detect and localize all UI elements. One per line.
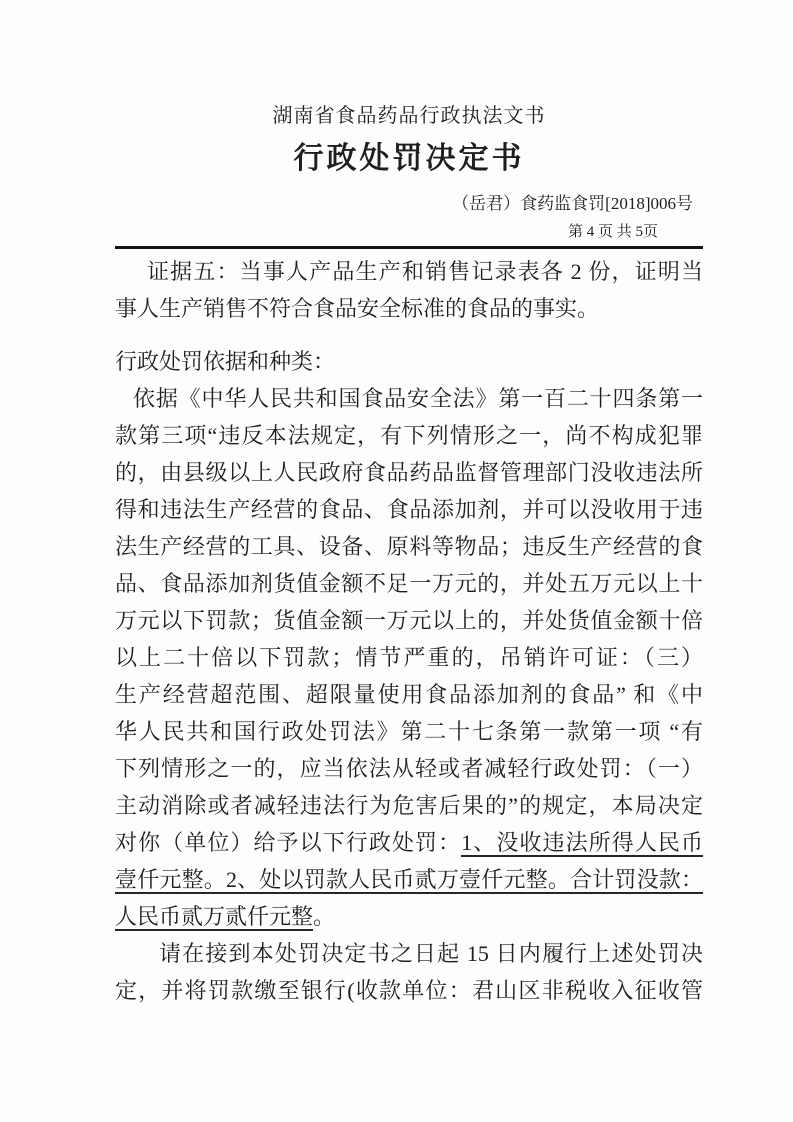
- body-text-line: [115, 290, 703, 327]
- body-text-segment: 行政处罚依据和种类：: [115, 349, 336, 374]
- body-text-line: [115, 343, 703, 380]
- document-body: [115, 253, 703, 1009]
- body-text-line: [115, 565, 703, 602]
- penalty-underlined-text: 1、没收违法所得人民币: [461, 830, 703, 855]
- header-divider: [115, 246, 703, 249]
- body-text-segment: 以上二十倍以下罚款；情节严重的，吊销许可证：（三）: [115, 645, 703, 670]
- document-content: [115, 0, 703, 1009]
- body-text-line: [115, 676, 703, 713]
- body-text-line: [115, 750, 703, 787]
- body-text-line: [115, 253, 703, 290]
- body-text-segment: 生产经营超范围、超限量使用食品添加剂的食品” 和《中: [115, 682, 703, 707]
- body-text-line: [115, 787, 703, 824]
- document-category-label: 湖南省食品药品行政执法文书: [272, 105, 546, 127]
- penalty-underlined-text: 壹仟元整。2、处以罚款人民币贰万壹仟元整。合计罚没款：: [115, 867, 703, 892]
- body-text-line: [115, 380, 703, 417]
- body-text-line: [115, 713, 703, 750]
- body-text-line: [115, 454, 703, 491]
- body-text-line: [115, 417, 703, 454]
- body-text-line: [115, 528, 703, 565]
- body-text-segment: 款第三项“违反本法规定，有下列情形之一，尚不构成犯罪: [115, 423, 703, 448]
- body-text-segment: 证据五：当事人产品生产和销售记录表各 2 份，证明当: [147, 259, 703, 284]
- body-text-line: [115, 491, 703, 528]
- body-text-segment: 品、食品添加剂货值金额不足一万元的，并处五万元以上十: [115, 571, 703, 596]
- body-text-segment: 法生产经营的工具、设备、原料等物品；违反生产经营的食: [115, 534, 703, 559]
- body-text-segment: 对你（单位）给予以下行政处罚：: [115, 830, 462, 855]
- body-text-line: [115, 602, 703, 639]
- body-text-segment: 依据《中华人民共和国食品安全法》第一百二十四条第一: [133, 386, 703, 411]
- page-indicator: 第 4 页 共 5页: [567, 224, 658, 240]
- body-text-segment: 。: [313, 904, 336, 929]
- penalty-underlined-text: 人民币贰万贰仟元整: [115, 904, 314, 929]
- document-title: 行政处罚决定书: [293, 142, 525, 175]
- body-text-line: [115, 898, 703, 935]
- body-text-segment: 事人生产销售不符合食品安全标准的食品的事实。: [115, 296, 600, 321]
- body-text-line: [115, 861, 703, 898]
- body-text-segment: 得和违法生产经营的食品、食品添加剂，并可以没收用于违: [115, 497, 703, 522]
- body-text-segment: 下列情形之一的，应当依法从轻或者减轻行政处罚：（一）: [115, 756, 703, 781]
- document-number: （岳君）食药监食罚[2018]006号: [452, 194, 693, 213]
- body-text-segment: 万元以下罚款；货值金额一万元以上的，并处货值金额十倍: [115, 608, 703, 633]
- body-text-segment: 请在接到本处罚决定书之日起 15 日内履行上述处罚决: [159, 941, 703, 966]
- body-text-segment: 主动消除或者减轻违法行为危害后果的”的规定，本局决定: [115, 793, 703, 818]
- body-text-line: [115, 935, 703, 972]
- body-text-segment: 华人民共和国行政处罚法》第二十七条第一款第一项 “有: [115, 719, 703, 744]
- body-text-segment: 的，由县级以上人民政府食品药品监督管理部门没收违法所: [115, 460, 703, 485]
- body-text-line: [115, 639, 703, 676]
- body-text-line: [115, 972, 703, 1009]
- body-text-segment: 定，并将罚款缴至银行(收款单位：君山区非税收入征收管: [115, 978, 703, 1003]
- body-text-line: [115, 824, 703, 861]
